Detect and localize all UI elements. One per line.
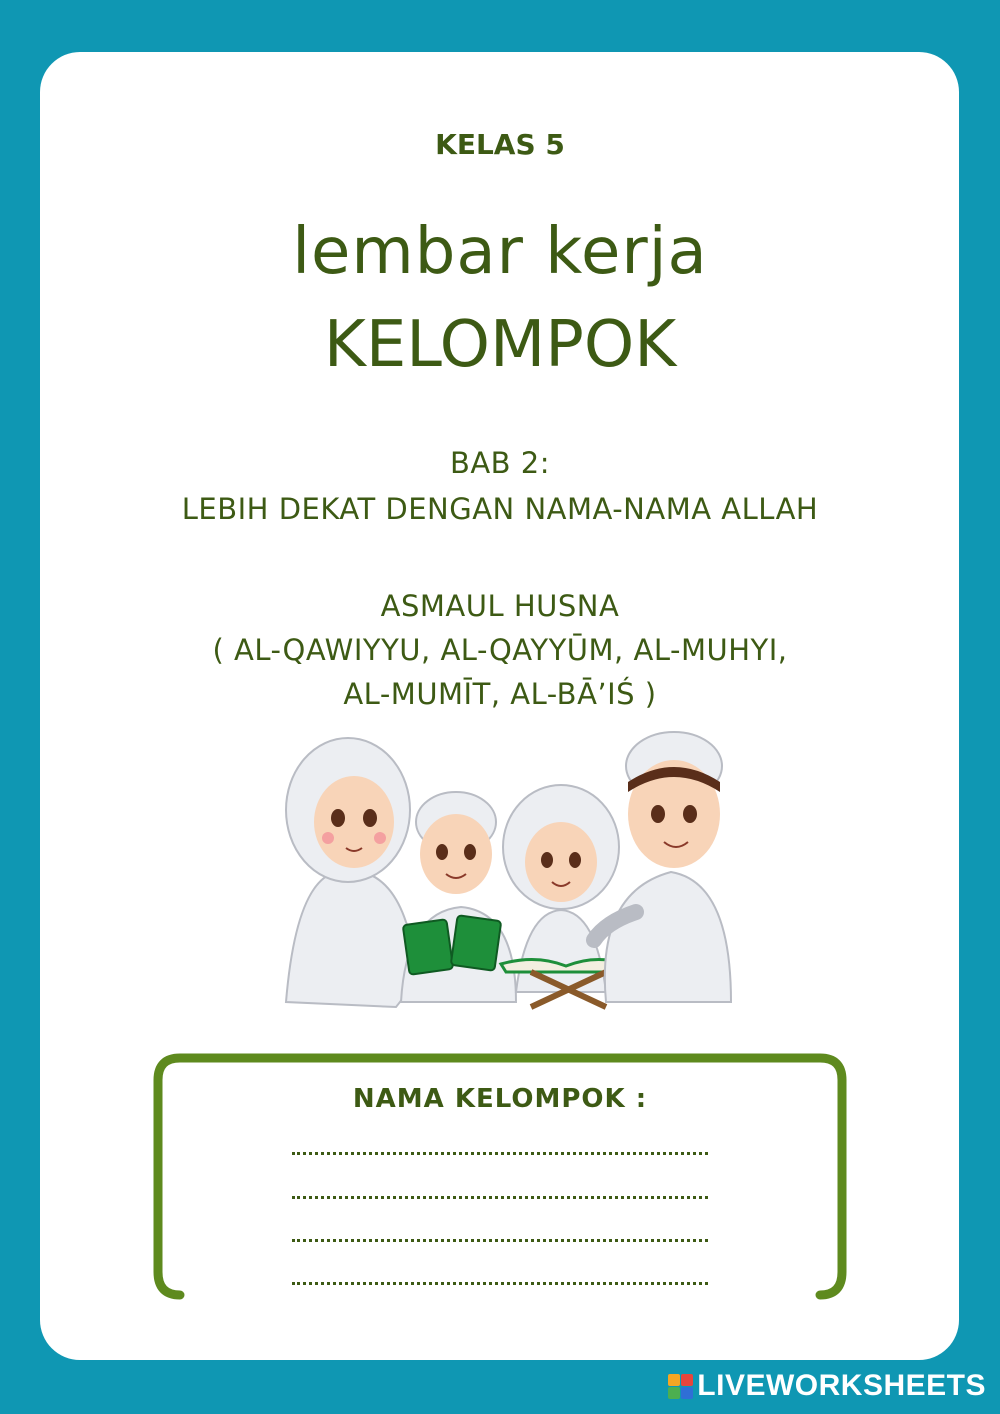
group-name-line-4[interactable] <box>292 1282 708 1285</box>
family-reading-quran-illustration <box>276 722 736 1012</box>
group-name-line-3[interactable] <box>292 1239 708 1242</box>
group-name-label: NAMA KELOMPOK : <box>352 1084 648 1114</box>
title-line-2: KELOMPOK <box>323 308 677 382</box>
boy-figure <box>401 792 516 1002</box>
topic-heading <box>0 584 1000 716</box>
topic-names-line-2: AL-MUMĪT, AL-BĀ’IŚ ) <box>343 677 657 711</box>
topic-names-line-1: ( AL-QAWIYYU, AL-QAYYŪM, AL-MUHYI, <box>212 633 788 667</box>
group-name-line-2[interactable] <box>292 1196 708 1199</box>
liveworksheets-logo-icon <box>668 1374 693 1399</box>
mother-figure <box>286 738 414 1007</box>
topic-title: ASMAUL HUSNA <box>380 589 620 623</box>
group-name-line-1[interactable] <box>292 1152 708 1155</box>
chapter-number: BAB 2: <box>449 446 551 480</box>
title-line-1: lembar kerja <box>292 215 708 289</box>
chapter-heading <box>0 440 1000 532</box>
liveworksheets-brand: LIVEWORKSHEETS <box>697 1369 986 1402</box>
chapter-title: LEBIH DEKAT DENGAN NAMA-NAMA ALLAH <box>181 492 819 526</box>
class-label: KELAS 5 <box>435 128 565 161</box>
liveworksheets-footer[interactable] <box>668 1368 986 1404</box>
